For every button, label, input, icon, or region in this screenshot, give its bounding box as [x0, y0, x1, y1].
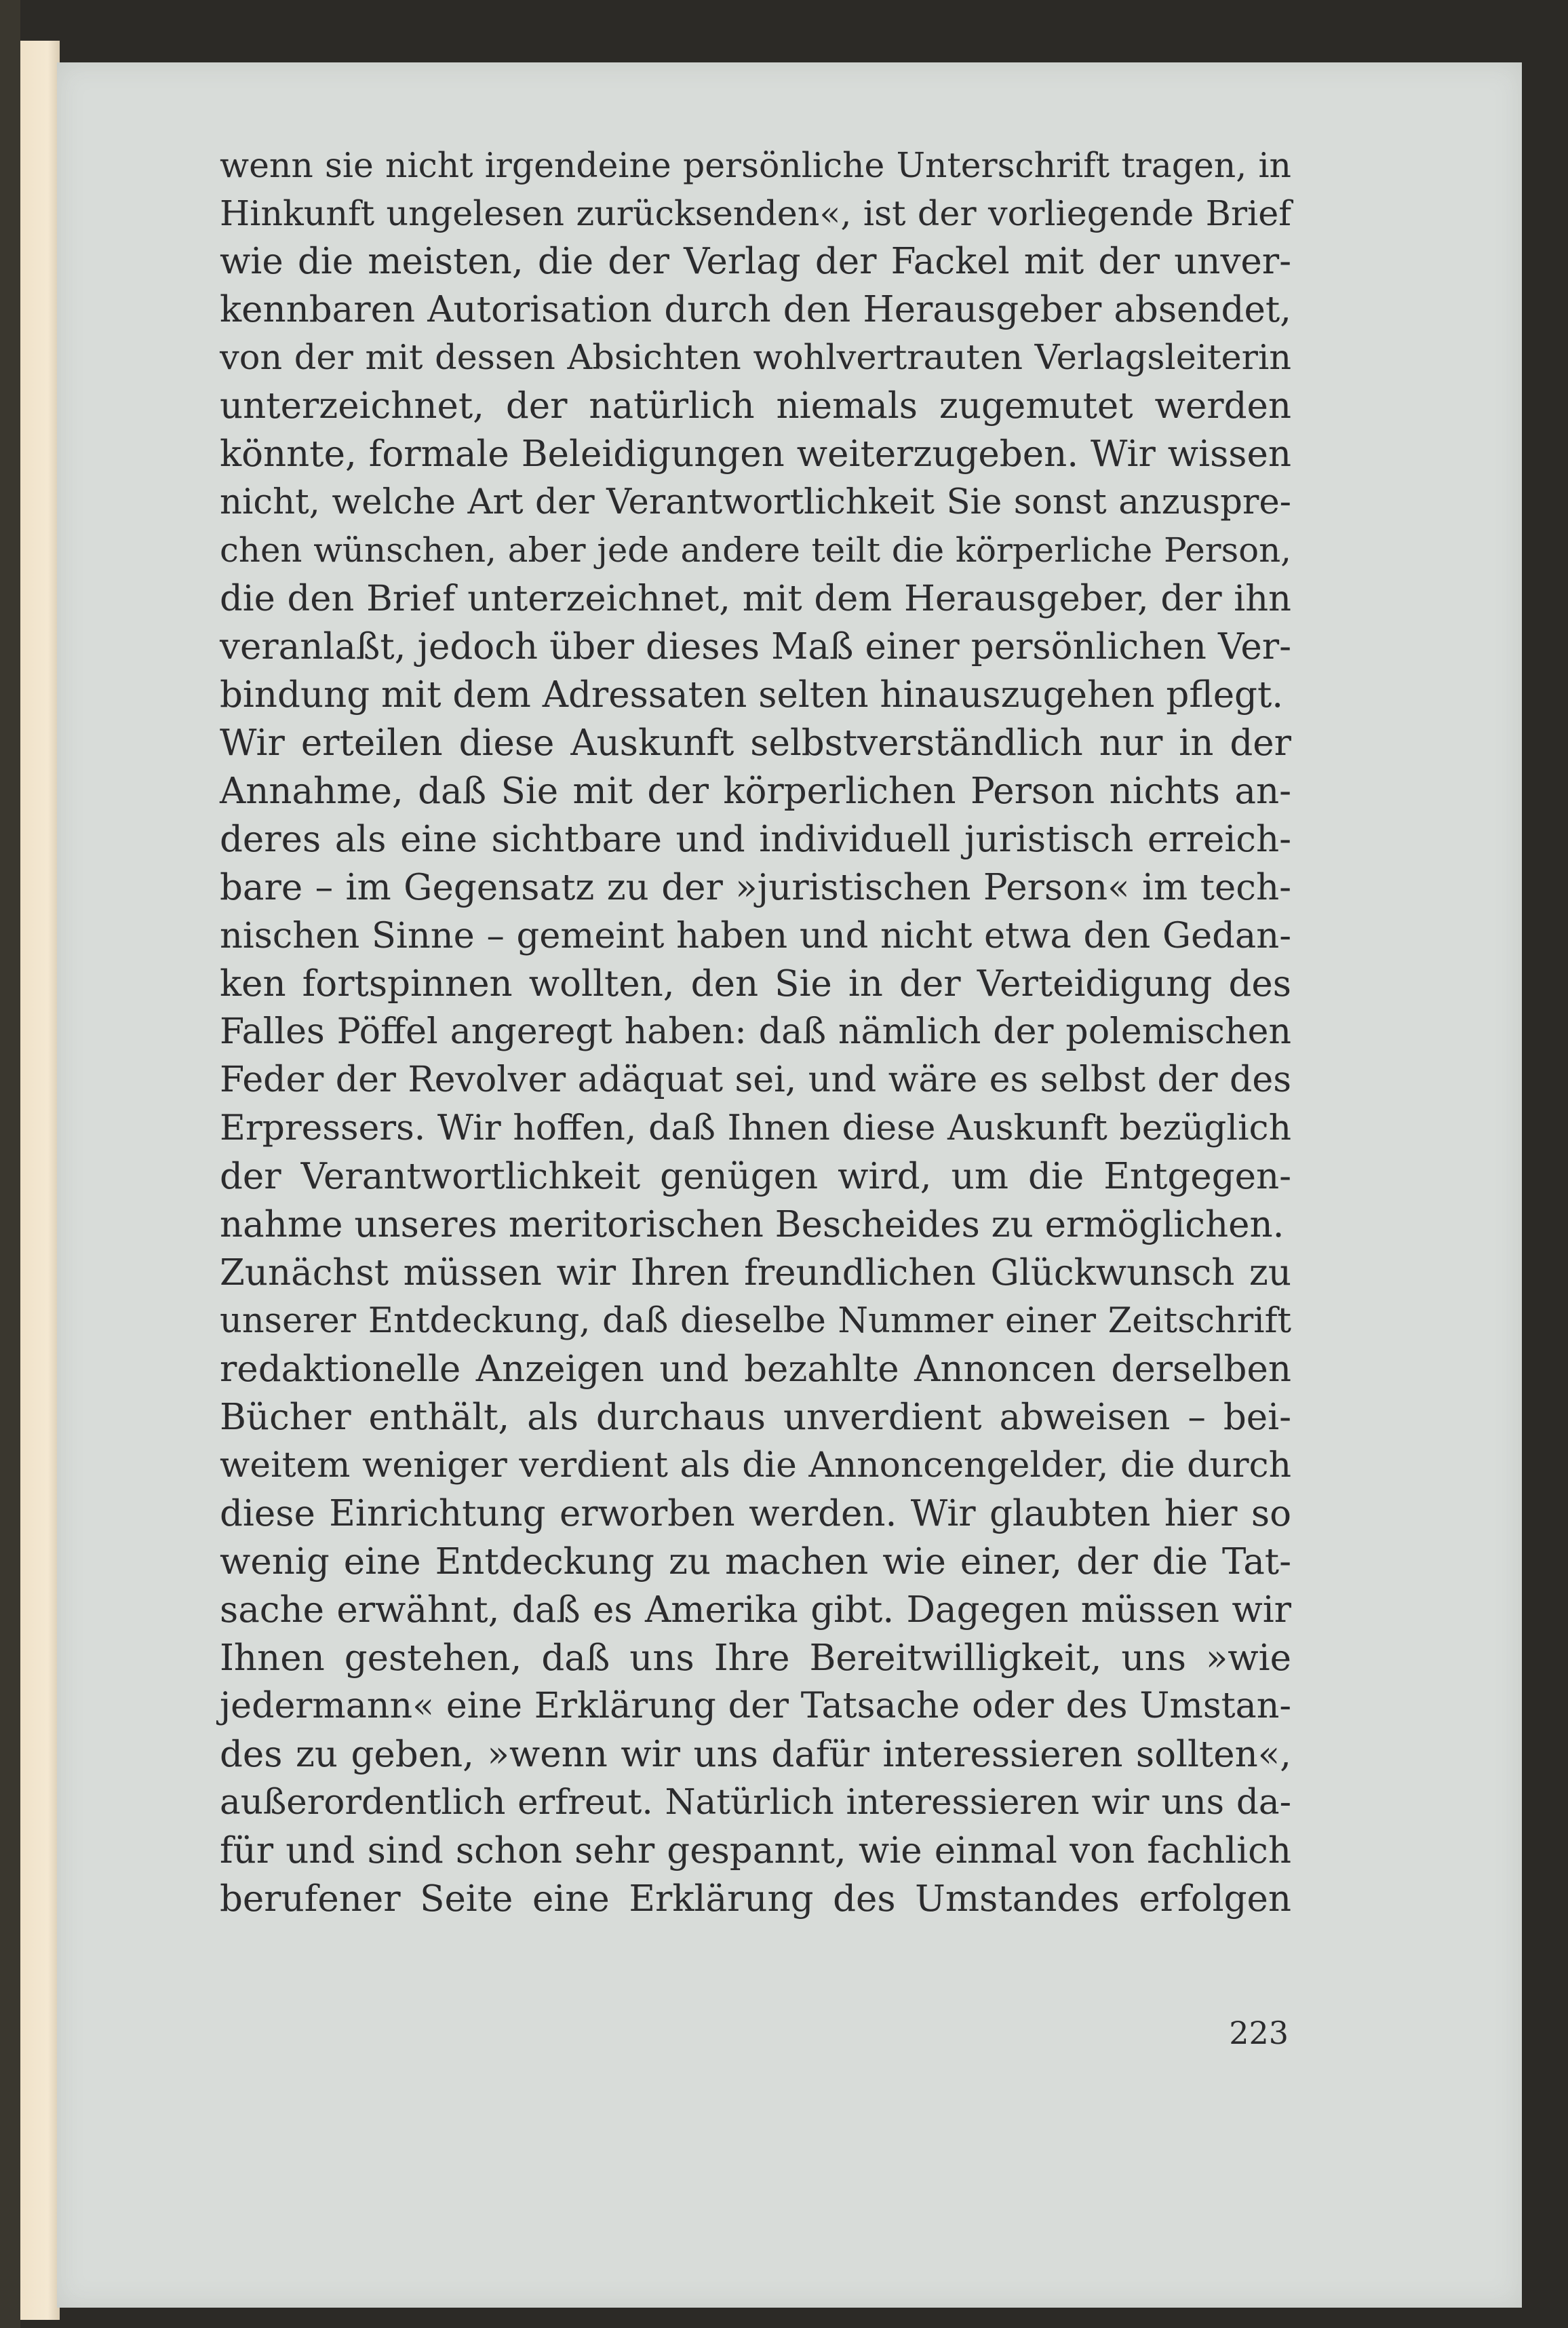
text-line: die den Brief unterzeichnet, mit dem Herausgeber, der ihn [220, 578, 1291, 619]
text-line: unserer Entdeckung, daß dieselbe Nummer einer Zeitschrift [220, 1301, 1291, 1341]
text-line: berufener Seite eine Erklärung des Umstandes erfolgen [220, 1878, 1291, 1920]
text-line: diese Einrichtung erworben werden. Wir glaubten hier so [220, 1493, 1291, 1534]
text-line: nahme unseres meritorischen Bescheides zu ermöglichen. [220, 1204, 1285, 1245]
text-line: nicht, welche Art der Verantwortlichkeit Sie sonst anzuspre- [220, 482, 1291, 522]
scan-backdrop [0, 0, 20, 2328]
text-line: weitem weniger verdient als die Annoncengelder, die durch [220, 1445, 1291, 1486]
body-text [220, 141, 1291, 1923]
text-line: veranlaßt, jedoch über dieses Maß einer persönlichen Ver- [220, 626, 1291, 667]
facing-page-edge [20, 41, 60, 2320]
text-line: jedermann« eine Erklärung der Tatsache oder des Umstan- [220, 1686, 1291, 1726]
text-line: Erpressers. Wir hoffen, daß Ihnen diese Auskunft bezüglich [220, 1108, 1291, 1148]
text-line: bindung mit dem Adressaten selten hinauszugehen pflegt. [220, 674, 1284, 716]
text-line: bare – im Gegensatz zu der »juristischen Person« im tech- [220, 867, 1291, 908]
text-line: unterzeichnet, der natürlich niemals zugemutet werden [220, 385, 1291, 427]
text-line: kennbaren Autorisation durch den Herausgeber absendet, [220, 289, 1291, 330]
text-line: Feder der Revolver adäquat sei, und wäre es selbst der des [220, 1060, 1291, 1100]
text-line: Hinkunft ungelesen zurücksenden«, ist der vorliegende Brief [220, 193, 1291, 233]
text-line: Ihnen gestehen, daß uns Ihre Bereitwilligkeit, uns »wie [220, 1637, 1291, 1679]
text-line: Annahme, daß Sie mit der körperlichen Person nichts an- [220, 771, 1291, 812]
text-line: chen wünschen, aber jede andere teilt die körperliche Person, [220, 530, 1291, 570]
text-line: redaktionelle Anzeigen und bezahlte Annoncen derselben [220, 1349, 1291, 1390]
text-line: deres als eine sichtbare und individuell juristisch erreich- [220, 819, 1291, 860]
text-line: außerordentlich erfreut. Natürlich interessieren wir uns da- [220, 1782, 1291, 1823]
text-line: für und sind schon sehr gespannt, wie einmal von fachlich [220, 1830, 1291, 1871]
text-line: von der mit dessen Absichten wohlvertrauten Verlagsleiterin [220, 338, 1291, 378]
text-line: Zunächst müssen wir Ihren freundlichen Glückwunsch zu [220, 1252, 1291, 1294]
text-line: Bücher enthält, als durchaus unverdient abweisen – bei- [220, 1397, 1291, 1438]
text-line: wie die meisten, die der Verlag der Fackel mit der unver- [220, 241, 1291, 282]
text-line: könnte, formale Beleidigungen weiterzugeben. Wir wissen [220, 433, 1291, 475]
text-line: der Verantwortlichkeit genügen wird, um die Entgegen- [220, 1156, 1291, 1197]
text-line: Wir erteilen diese Auskunft selbstverständlich nur in der [220, 722, 1291, 764]
text-line: Falles Pöffel angeregt haben: daß nämlich der polemischen [220, 1011, 1291, 1052]
text-line: sache erwähnt, daß es Amerika gibt. Dagegen müssen wir [220, 1589, 1291, 1631]
text-line: nischen Sinne – gemeint haben und nicht etwa den Gedan- [220, 915, 1291, 956]
text-line: des zu geben, »wenn wir uns dafür interessieren sollten«, [220, 1734, 1291, 1775]
text-line: wenn sie nicht irgendeine persönliche Unterschrift tragen, in [220, 145, 1291, 185]
text-line: ken fortspinnen wollten, den Sie in der Verteidigung des [220, 963, 1291, 1005]
text-line: wenig eine Entdeckung zu machen wie einer, der die Tat- [220, 1541, 1291, 1583]
page-number: 223 [1229, 2015, 1289, 2051]
